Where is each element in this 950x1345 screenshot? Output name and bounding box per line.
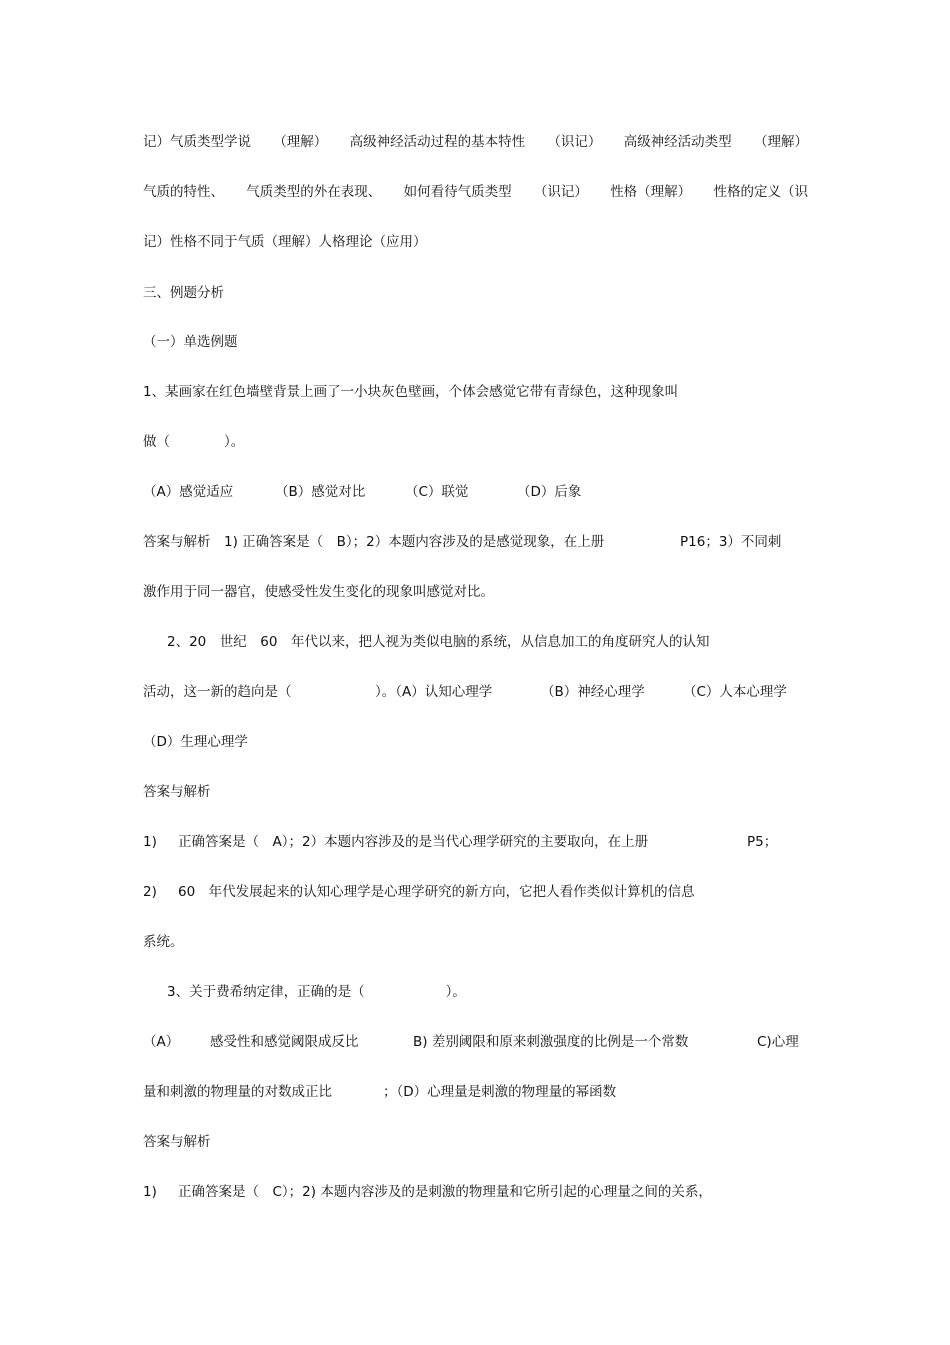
q1-option-b: （B）感觉对比 [275, 484, 366, 500]
q3-option-b: B) 差别阈限和原来刺激强度的比例是一个常数 [413, 1034, 689, 1050]
q2-answer-line-3: 系统。 [143, 934, 184, 950]
intro-line-2-seg: 性格（理解） [610, 184, 692, 200]
q1-answer-page-ref: P16；3）不同刺 [680, 534, 782, 550]
q2-answer-num: 1) [143, 834, 157, 850]
intro-line-2-seg: 如何看待气质类型 [403, 184, 512, 200]
q2-answer-text: 60 年代发展起来的认知心理学是心理学研究的新方向，它把人看作类似计算机的信息 [178, 884, 695, 900]
intro-line-1-seg: （识记） [547, 134, 602, 150]
intro-line-1 [143, 132, 808, 152]
section-heading: 三、例题分析 [143, 285, 224, 301]
q1-answer-line-2: 激作用于同一器官，使感受性发生变化的现象叫感觉对比。 [143, 584, 494, 600]
q3-option-c-tail: 量和刺激的物理量的对数成正比 [143, 1084, 332, 1100]
q1-options [143, 482, 808, 502]
intro-line-1-seg: 记）气质类型学说 [143, 134, 251, 150]
q2-option-c: （C）人本心理学 [683, 684, 787, 700]
q1-answer-text: 答案与解析 1) 正确答案是（ B）；2）本题内容涉及的是感觉现象，在上册 [143, 534, 605, 550]
q2-stem-line-2 [143, 682, 808, 702]
q2-answer-page-ref: P5； [747, 834, 778, 850]
q3-answer-num: 1) [143, 1184, 157, 1200]
q2-answer-line-1 [143, 832, 808, 852]
intro-line-2-seg: 气质类型的外在表现、 [246, 184, 382, 200]
q3-answer-line-1 [143, 1182, 808, 1202]
q3-options-line-1 [143, 1032, 808, 1052]
subsection-heading: （一）单选例题 [143, 334, 238, 350]
q3-option-a-text: 感受性和感觉阈限成反比 [210, 1034, 359, 1050]
intro-line-2-seg: 气质的特性、 [143, 184, 224, 200]
intro-line-1-seg: 高级神经活动类型 [623, 134, 732, 150]
q2-answer-num: 2) [143, 884, 157, 900]
q1-option-c: （C）联觉 [405, 484, 469, 500]
q3-option-d: ；（D）心理量是刺激的物理量的幂函数 [383, 1084, 617, 1100]
q3-stem-line-1: 3、关于费希纳定律，正确的是（ ）。 [167, 984, 466, 1000]
q3-answer-heading: 答案与解析 [143, 1134, 211, 1150]
q3-options-line-2 [143, 1082, 808, 1102]
q1-answer-line-1 [143, 532, 808, 552]
intro-line-2-seg: 性格的定义（识 [713, 184, 808, 200]
q2-answer-heading: 答案与解析 [143, 784, 211, 800]
intro-line-1-seg: 高级神经活动过程的基本特性 [349, 134, 526, 150]
intro-line-1-seg: （理解） [273, 134, 328, 150]
q2-answer-text: 正确答案是（ A）；2）本题内容涉及的是当代心理学研究的主要取向，在上册 [178, 834, 649, 850]
intro-line-1-seg: （理解） [753, 134, 808, 150]
q2-stem-text: 活动，这一新的趋向是（ [143, 684, 292, 700]
q3-option-a-label: （A） [143, 1034, 180, 1050]
q1-stem-line-1: 1、某画家在红色墙壁背景上画了一小块灰色壁画，个体会感觉它带有青绿色，这种现象叫 [143, 384, 679, 400]
q2-option-d: （D）生理心理学 [143, 734, 248, 750]
q1-option-a: （A）感觉适应 [143, 484, 234, 500]
intro-line-2 [143, 182, 808, 202]
intro-line-2-seg: （识记） [533, 184, 588, 200]
q2-answer-line-2 [143, 882, 808, 902]
q2-option-a: ）。（A）认知心理学 [375, 684, 493, 700]
q2-option-b: （B）神经心理学 [541, 684, 645, 700]
q3-answer-text: 正确答案是（ C）；2) 本题内容涉及的是刺激的物理量和它所引起的心理量之间的关系， [178, 1184, 712, 1200]
q1-stem-line-2: 做（ ）。 [143, 434, 245, 450]
q1-option-d: （D）后象 [517, 484, 582, 500]
q3-option-c-head: C)心理 [757, 1034, 799, 1050]
q2-stem-line-1: 2、20 世纪 60 年代以来，把人视为类似电脑的系统，从信息加工的角度研究人的认知 [167, 634, 710, 650]
intro-line-3: 记）性格不同于气质（理解）人格理论（应用） [143, 234, 427, 250]
